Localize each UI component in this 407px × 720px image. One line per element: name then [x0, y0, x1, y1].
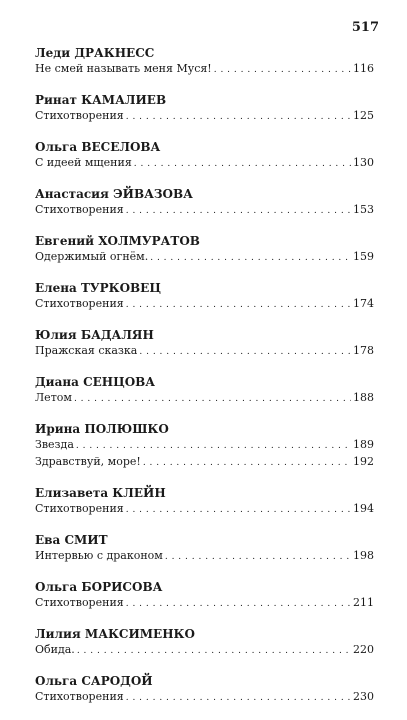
toc-entry: [35, 485, 374, 518]
work-line: [35, 642, 374, 659]
work-line: [35, 689, 374, 706]
work-title: Звезда: [35, 438, 74, 451]
work-line: [35, 296, 374, 313]
toc-entry: [35, 45, 374, 78]
dot-leader: [74, 390, 351, 407]
work-page-number: 130: [353, 156, 374, 169]
work-line: [35, 108, 374, 125]
work-page-number: 174: [353, 297, 374, 310]
work-title: Здравствуй, море!: [35, 455, 141, 468]
dot-leader: [150, 249, 351, 266]
author-name: Ева СМИТ: [35, 533, 108, 547]
work-page-number: 153: [353, 203, 374, 216]
toc-entry: [35, 92, 374, 125]
work-title: Не смей называть меня Муся!: [35, 62, 212, 75]
work-page-number: 220: [353, 643, 374, 656]
work-title: С идеей мщения: [35, 156, 132, 169]
work-title: Одержимый огнём.: [35, 250, 149, 263]
work-page-number: 159: [353, 250, 374, 263]
work-line: [35, 548, 374, 565]
author-name: Юлия БАДАЛЯН: [35, 328, 154, 342]
work-line: [35, 249, 374, 266]
work-title: Интервью с драконом: [35, 549, 163, 562]
toc-entry: [35, 673, 374, 706]
author-name: Ирина ПОЛЮШКО: [35, 422, 169, 436]
page-number: 517: [351, 20, 379, 35]
author-name: Ольга САРОДОЙ: [35, 674, 153, 688]
work-page-number: 211: [353, 596, 374, 609]
toc-entry: [35, 327, 374, 360]
work-line: [35, 155, 374, 172]
dot-leader: [126, 296, 351, 313]
dot-leader: [126, 202, 351, 219]
author-name: Анастасия ЭЙВАЗОВА: [35, 187, 193, 201]
toc-entry: [35, 374, 374, 407]
dot-leader: [76, 437, 351, 454]
work-title: Летом: [35, 391, 72, 404]
toc-entry: [35, 579, 374, 612]
dot-leader: [139, 343, 351, 360]
dot-leader: [126, 108, 351, 125]
dot-leader: [214, 61, 351, 78]
dot-leader: [134, 155, 351, 172]
work-line: [35, 390, 374, 407]
author-name: Ринат КАМАЛИЕВ: [35, 93, 167, 107]
work-title: Стихотворения: [35, 690, 124, 703]
work-page-number: 192: [353, 455, 374, 468]
dot-leader: [143, 454, 351, 471]
work-page-number: 125: [353, 109, 374, 122]
work-title: Стихотворения: [35, 203, 124, 216]
work-line: [35, 202, 374, 219]
work-line: [35, 501, 374, 518]
table-of-contents: [35, 45, 374, 720]
author-name: Лилия МАКСИМЕНКО: [35, 627, 195, 641]
work-page-number: 178: [353, 344, 374, 357]
work-line: [35, 343, 374, 360]
author-name: Елена ТУРКОВЕЦ: [35, 281, 161, 295]
author-name: Ольга ВЕСЕЛОВА: [35, 140, 161, 154]
work-title: Стихотворения: [35, 297, 124, 310]
toc-entry: [35, 139, 374, 172]
author-name: Евгений ХОЛМУРАТОВ: [35, 234, 200, 248]
work-line: [35, 454, 374, 471]
dot-leader: [126, 595, 351, 612]
toc-entry: [35, 626, 374, 659]
work-page-number: 189: [353, 438, 374, 451]
work-title: Стихотворения: [35, 596, 124, 609]
dot-leader: [77, 642, 351, 659]
toc-entry: [35, 421, 374, 471]
work-title: Стихотворения: [35, 502, 124, 515]
toc-entry: [35, 233, 374, 266]
work-line: [35, 61, 374, 78]
author-name: Леди ДРАКНЕСС: [35, 46, 155, 60]
work-title: Пражская сказка: [35, 344, 138, 357]
work-page-number: 194: [353, 502, 374, 515]
work-page-number: 116: [353, 62, 374, 75]
work-line: [35, 595, 374, 612]
toc-entry: [35, 186, 374, 219]
toc-entry: [35, 280, 374, 313]
author-name: Елизавета КЛЕЙН: [35, 486, 166, 500]
dot-leader: [165, 548, 351, 565]
work-title: Обида.: [35, 643, 75, 656]
work-line: [35, 437, 374, 454]
author-name: Диана СЕНЦОВА: [35, 375, 156, 389]
author-name: Ольга БОРИСОВА: [35, 580, 163, 594]
dot-leader: [126, 501, 351, 518]
work-page-number: 230: [353, 690, 374, 703]
work-page-number: 188: [353, 391, 374, 404]
work-title: Стихотворения: [35, 109, 124, 122]
dot-leader: [126, 689, 351, 706]
work-page-number: 198: [353, 549, 374, 562]
toc-entry: [35, 532, 374, 565]
